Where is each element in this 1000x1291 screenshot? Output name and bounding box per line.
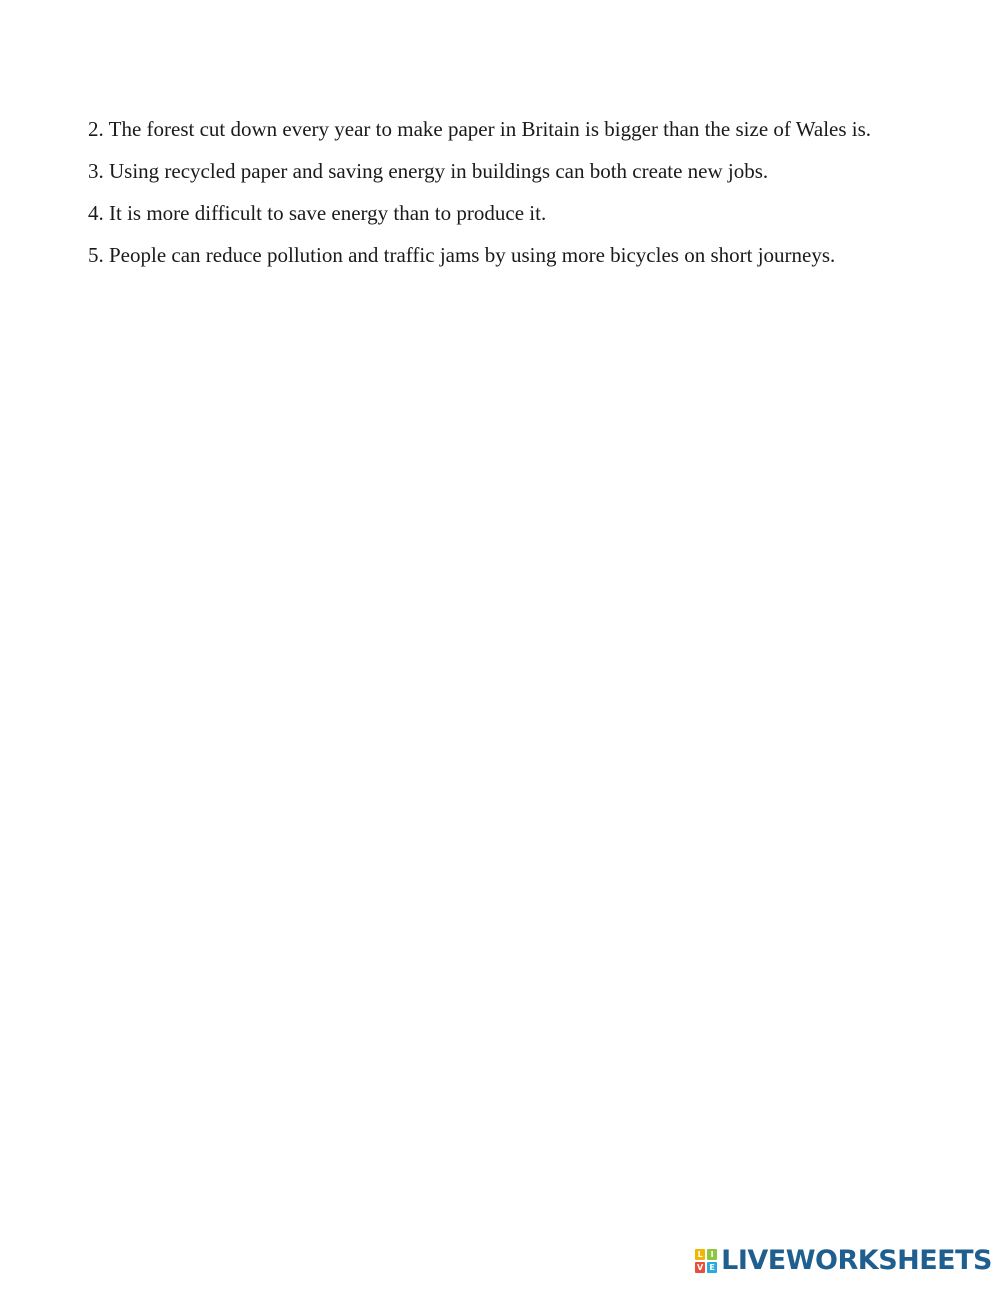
statement-5: 5. People can reduce pollution and traffic jams by using more bicycles on short journeys. bbox=[88, 243, 836, 267]
logo-mark-i: I bbox=[707, 1249, 717, 1260]
statement-2: 2. The forest cut down every year to make paper in Britain is bigger than the size of Wales is. bbox=[88, 117, 872, 141]
logo-mark-l: L bbox=[695, 1249, 705, 1260]
statement-3: 3. Using recycled paper and saving energy in buildings can both create new jobs. bbox=[88, 159, 769, 183]
worksheet-body bbox=[88, 116, 910, 284]
liveworksheets-logo bbox=[695, 1245, 992, 1277]
logo-mark-icon bbox=[695, 1249, 717, 1273]
statement-4: 4. It is more difficult to save energy than to produce it. bbox=[88, 201, 547, 225]
logo-mark-e: E bbox=[707, 1262, 717, 1273]
logo-text: LIVEWORKSHEETS bbox=[721, 1245, 992, 1276]
logo-mark-v: V bbox=[697, 1263, 704, 1272]
